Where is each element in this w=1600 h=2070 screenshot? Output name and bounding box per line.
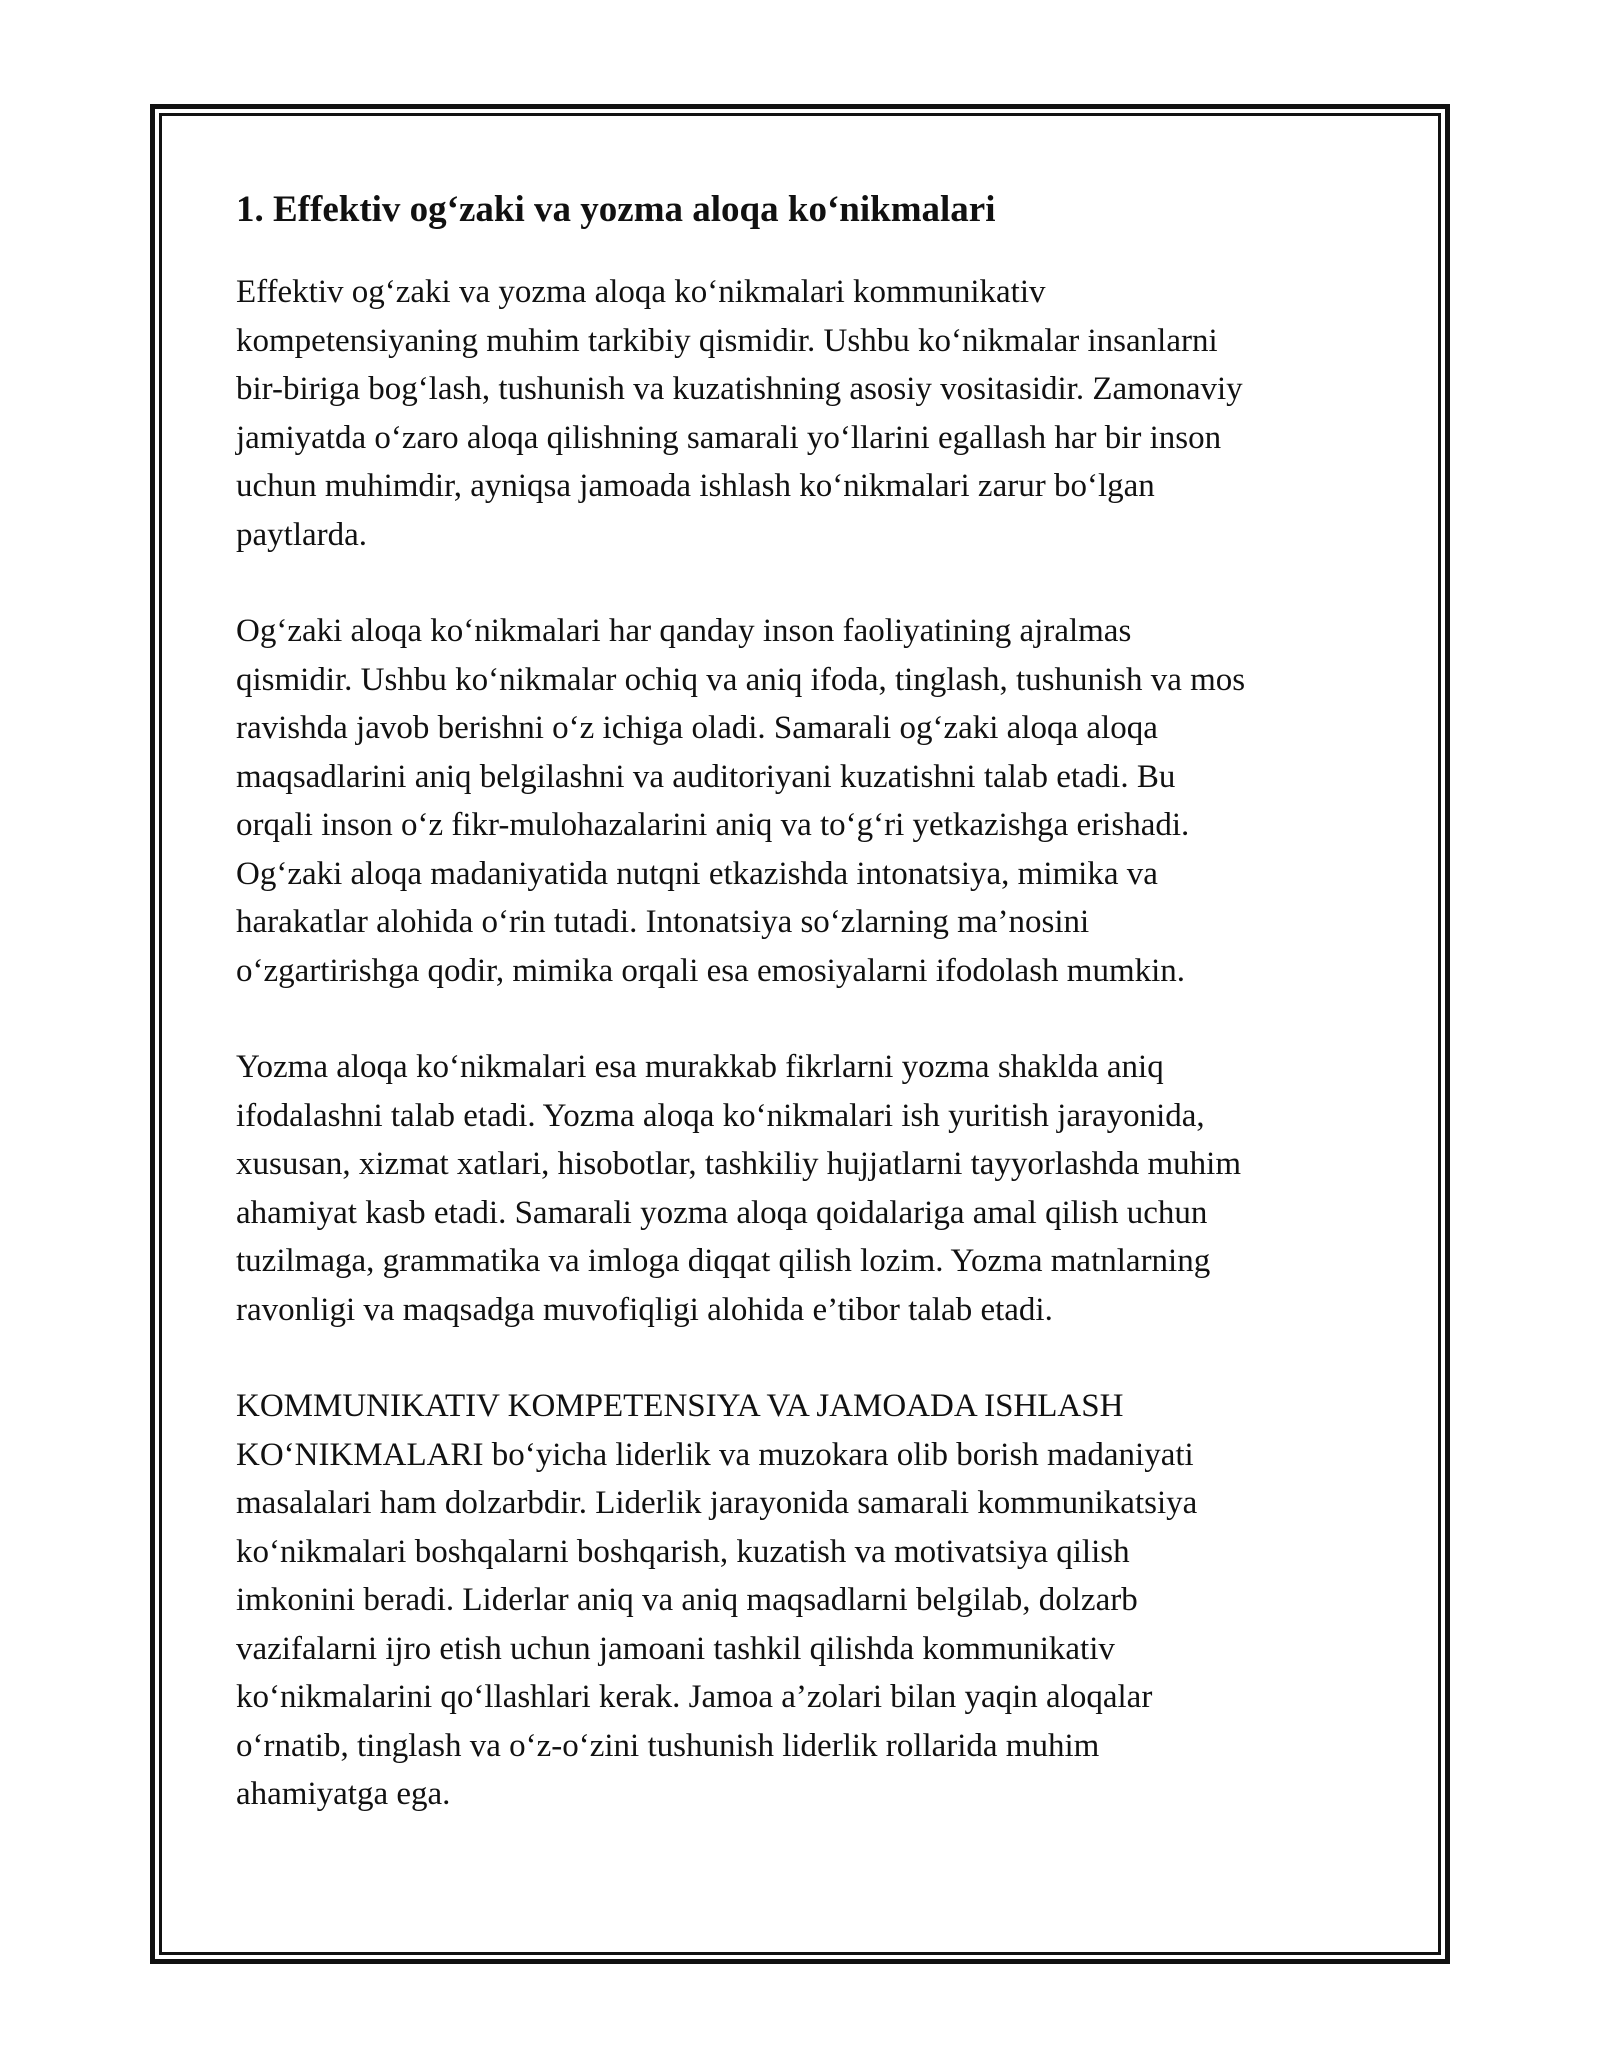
paragraph-leadership: KOMMUNIKATIV KOMPETENSIYA VA JAMOADA ISHLASH KO‘NIKMALARI bo‘yicha liderlik va muzokara olib borish madaniyati masalalari ham dolzarbdir. Liderlik jarayonida samarali kommunikatsiya ko‘nikmalari boshqalarni boshqarish, kuzatish va motivatsiya qilish imkonini beradi. Liderlar aniq va aniq maqsadlarni belgilab, dolzarb vazifalarni ijro etish uchun jamoani tashkil qilishda kommunikativ ko‘nikmalarini qo‘llashlari kerak. Jamoa a’zolari bilan yaqin aloqalar o‘rnatib, tinglash va o‘z-o‘zini tushunish liderlik rollarida muhim ahamiyatga ega. [236,1388,1198,1812]
document-body [236,184,1366,1867]
section-heading: 1. Effektiv og‘zaki va yozma aloqa ko‘nikmalari [236,189,996,230]
paragraph-intro: Effektiv og‘zaki va yozma aloqa ko‘nikmalari kommunikativ kompetensiyaning muhim tarkibiy qismidir. Ushbu ko‘nikmalar insanlarni bir-biriga bog‘lash, tushunish va kuzatishning asosiy vositasidir. Zamonaviy jamiyatda o‘zaro aloqa qilishning samarali yo‘llarini egallash har bir inson uchun muhimdir, ayniqsa jamoada ishlash ko‘nikmalari zarur bo‘lgan paytlarda. [236,274,1243,553]
paragraph-oral-communication: Og‘zaki aloqa ko‘nikmalari har qanday inson faoliyatining ajralmas qismidir. Ushbu ko‘nikmalar ochiq va aniq ifoda, tinglash, tushunish va mos ravishda javob berishni o‘z ichiga oladi. Samarali og‘zaki aloqa aloqa maqsadlarini aniq belgilashni va auditoriyani kuzatishni talab etadi. Bu orqali inson o‘z fikr-mulohazalarini aniq va to‘g‘ri yetkazishga erishadi. Og‘zaki aloqa madaniyatida nutqni etkazishda intonatsiya, mimika va harakatlar alohida o‘rin tutadi. Intonatsiya so‘zlarning ma’nosini o‘zgartirishga qodir, mimika orqali esa emosiyalarni ifodolash mumkin. [236,613,1246,989]
paragraph-written-communication: Yozma aloqa ko‘nikmalari esa murakkab fikrlarni yozma shaklda aniq ifodalashni talab etadi. Yozma aloqa ko‘nikmalari ish yuritish jarayonida, xususan, xizmat xatlari, hisobotlar, tashkiliy hujjatlarni tayyorlashda muhim ahamiyat kasb etadi. Samarali yozma aloqa qoidalariga amal qilish uchun tuzilmaga, grammatika va imloga diqqat qilish lozim. Yozma matnlarning ravonligi va maqsadga muvofiqligi alohida e’tibor talab etadi. [236,1049,1241,1328]
